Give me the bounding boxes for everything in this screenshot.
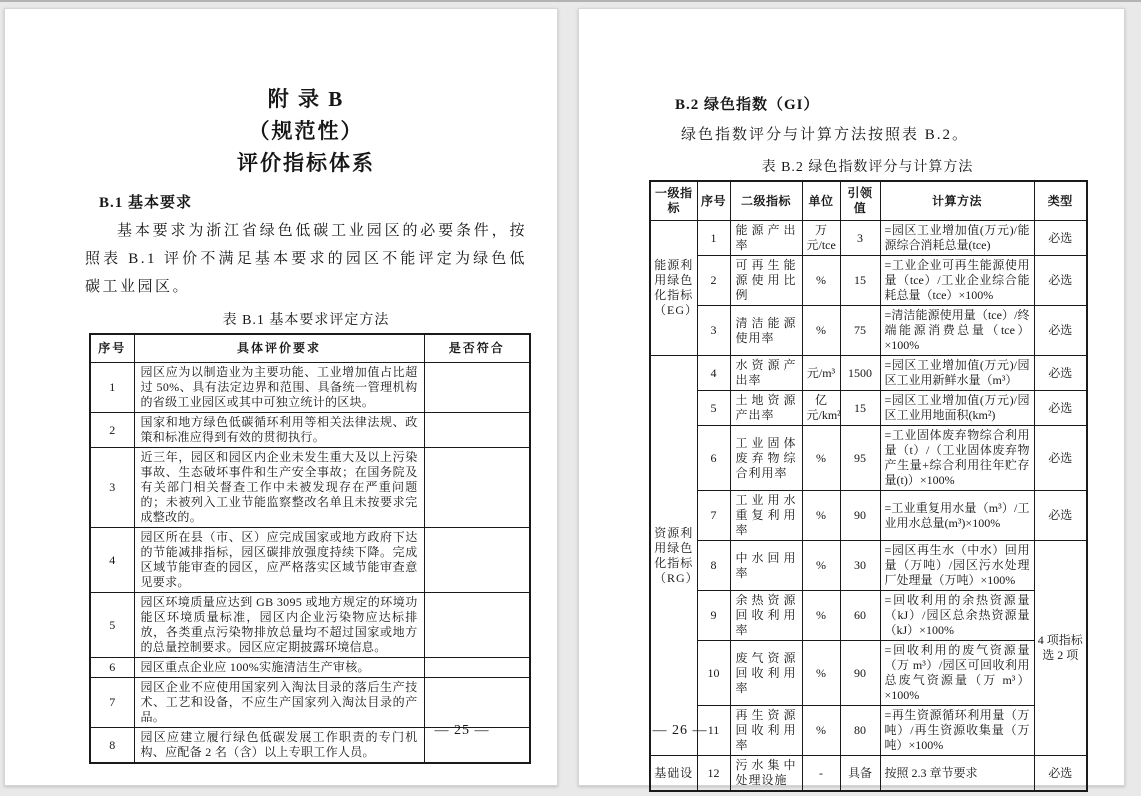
b2-row-target: 95 — [840, 426, 880, 491]
b2-row-method: =再生资源循环利用量（万吨）/再生资源收集量（万吨）×100% — [880, 706, 1034, 756]
page-25-content — [5, 9, 557, 764]
table-row — [650, 491, 1087, 541]
b1-row-requirement: 园区所在县（市、区）应完成国家或地方政府下达的节能减排指标，园区碳排放强度持续下降。完成区域节能审查的园区，应严格落实区域节能审查意见要求。 — [134, 528, 424, 593]
b2-row-target: 1500 — [840, 356, 880, 391]
table-row — [90, 593, 530, 658]
b1-row-no: 3 — [90, 448, 134, 528]
table-b1-caption: 表 B.1 基本要求评定方法 — [222, 313, 390, 328]
b2-row-method: =园区工业增加值(万元)/园区工业用地面积(km²) — [880, 391, 1034, 426]
table-b1-header-row — [90, 334, 530, 363]
b2-row-target: 90 — [840, 491, 880, 541]
table-row — [90, 448, 530, 528]
b1-row-compliance-cell — [424, 448, 530, 528]
b2-row-method: =清洁能源使用量（tce）/终端能源消费总量（tce）×100% — [880, 306, 1034, 356]
b2-row-unit: % — [802, 426, 840, 491]
b2-type-merged: 4 项指标选 2 项 — [1034, 541, 1087, 756]
b2-row-indicator: 土地资源产出率 — [730, 391, 802, 426]
b1-row-compliance-cell — [424, 528, 530, 593]
b2-row-method: =回收利用的废气资源量（万 m³）/园区可回收利用总废气资源量（万 m³）×100% — [880, 641, 1034, 706]
b1-row-compliance-cell — [424, 413, 530, 448]
b2-row-unit: 亿元/km² — [802, 391, 840, 426]
b2-row-unit: % — [802, 306, 840, 356]
b1-row-no: 7 — [90, 678, 134, 728]
b2-row-target: 75 — [840, 306, 880, 356]
b1-row-compliance-cell — [424, 678, 530, 728]
b1-row-no: 6 — [90, 658, 134, 678]
b2-header-unit: 单位 — [802, 181, 840, 221]
b2-row-indicator: 再生资源回收利用率 — [730, 706, 802, 756]
appendix-title-block — [85, 9, 527, 179]
table-row — [650, 391, 1087, 426]
table-row — [650, 591, 1087, 641]
b1-row-no: 2 — [90, 413, 134, 448]
b1-header-requirement: 具体评价要求 — [134, 334, 424, 363]
b2-row-method: =园区再生水（中水）回用量（万吨）/园区污水处理厂处理量（万吨）×100% — [880, 541, 1034, 591]
b2-row-target: 15 — [840, 391, 880, 426]
b2-row-indicator: 中水回用率 — [730, 541, 802, 591]
b2-header-level1: 一级指标 — [650, 181, 697, 221]
table-row — [90, 658, 530, 678]
b2-row-no: 5 — [697, 391, 730, 426]
appendix-title-line3: 评价指标体系 — [237, 151, 375, 175]
b1-row-requirement: 园区企业不应使用国家列入淘汰目录的落后生产技术、工艺和设备，不应生产国家列入淘汰目录的产品。 — [134, 678, 424, 728]
b2-row-type: 必选 — [1034, 391, 1087, 426]
b2-row-unit: % — [802, 706, 840, 756]
b2-row-no: 9 — [697, 591, 730, 641]
b1-row-requirement: 园区应建立履行绿色低碳发展工作职责的专门机构、应配备 2 名（含）以上专职工作人员。 — [134, 728, 424, 764]
b2-row-type: 必选 — [1034, 756, 1087, 792]
b2-row-no: 12 — [697, 756, 730, 792]
b2-row-type: 必选 — [1034, 491, 1087, 541]
b2-row-indicator: 废气资源回收利用率 — [730, 641, 802, 706]
b2-row-indicator: 能源产出率 — [730, 221, 802, 256]
appendix-title-line1: 附 录 B — [267, 87, 345, 111]
page-26-content — [579, 9, 1124, 792]
b2-row-method: =回收利用的余热资源量（kJ）/园区总余热资源量（kJ）×100% — [880, 591, 1034, 641]
b2-row-type: 必选 — [1034, 221, 1087, 256]
b2-group-resource: 资源利用绿色化指标（RG） — [650, 356, 697, 756]
section-b1-paragraph: 基本要求为浙江省绿色低碳工业园区的必要条件，按照表 B.1 评价不满足基本要求的园区不能评定为绿色低碳工业园区。 — [85, 223, 527, 295]
page-25 — [4, 8, 558, 786]
b2-row-method: =园区工业增加值(万元)/能源综合消耗总量(tce) — [880, 221, 1034, 256]
b1-row-compliance-cell — [424, 363, 530, 413]
b2-header-level2: 二级指标 — [730, 181, 802, 221]
b2-row-target: 15 — [840, 256, 880, 306]
b2-header-method: 计算方法 — [880, 181, 1034, 221]
b2-row-unit: % — [802, 541, 840, 591]
b2-row-indicator: 余热资源回收利用率 — [730, 591, 802, 641]
b2-row-type: 必选 — [1034, 356, 1087, 391]
page-26 — [578, 8, 1125, 786]
b2-row-unit: % — [802, 641, 840, 706]
b1-row-requirement: 园区应为以制造业为主要功能、工业增加值占比超过 50%、具有法定边界和范围、具备统一管理机构的省级工业园区或其中可独立统计的区块。 — [134, 363, 424, 413]
b1-header-no: 序号 — [90, 334, 134, 363]
b2-row-target: 90 — [840, 641, 880, 706]
table-row — [90, 528, 530, 593]
b2-row-type: 必选 — [1034, 256, 1087, 306]
table-row — [90, 678, 530, 728]
b2-row-no: 3 — [697, 306, 730, 356]
b2-row-unit: - — [802, 756, 840, 792]
b2-row-indicator: 清洁能源使用率 — [730, 306, 802, 356]
table-b2-caption: 表 B.2 绿色指数评分与计算方法 — [761, 160, 974, 175]
table-row — [650, 356, 1087, 391]
b1-row-requirement: 国家和地方绿色低碳循环利用等相关法律法规、政策和标准应得到有效的贯彻执行。 — [134, 413, 424, 448]
b1-row-compliance-cell — [424, 658, 530, 678]
b2-row-no: 8 — [697, 541, 730, 591]
b1-row-requirement: 园区重点企业应 100%实施清洁生产审核。 — [134, 658, 424, 678]
b1-row-requirement: 园区环境质量应达到 GB 3095 或地方规定的环境功能区环境质量标准，园区内企业污染物应达标排放，各类重点污染物排放总量均不超过国家或地方的总量控制要求。园区应定期披露环境信息。 — [134, 593, 424, 658]
section-b1-heading: B.1 基本要求 — [99, 195, 193, 211]
b2-row-no: 2 — [697, 256, 730, 306]
b2-row-target: 60 — [840, 591, 880, 641]
b2-row-method: =工业固体废弃物综合利用量（t）/（工业固体废弃物产生量+综合利用往年贮存量(t)）×100% — [880, 426, 1034, 491]
b2-row-no: 4 — [697, 356, 730, 391]
b1-row-no: 5 — [90, 593, 134, 658]
table-row — [90, 363, 530, 413]
b2-group-infrastructure: 基础设 — [650, 756, 697, 792]
table-row — [650, 221, 1087, 256]
table-row — [650, 641, 1087, 706]
b2-row-unit: 万元/tce — [802, 221, 840, 256]
b1-row-requirement: 近三年，园区和园区内企业未发生重大及以上污染事故、生态破坏事件和生产安全事故；在国务院及有关部门相关督查工作中未被发现存在严重问题的；未被列入工业节能监察整改名单且未按要求完成整改的。 — [134, 448, 424, 528]
b2-row-no: 6 — [697, 426, 730, 491]
b2-row-unit: 元/m³ — [802, 356, 840, 391]
table-b2 — [649, 180, 1088, 792]
window-top-border — [0, 0, 1141, 2]
b2-row-target: 3 — [840, 221, 880, 256]
table-row — [650, 541, 1087, 591]
b1-row-no: 1 — [90, 363, 134, 413]
b2-row-method: =工业重复用水量（m³）/工业用水总量(m³)×100% — [880, 491, 1034, 541]
table-row — [650, 306, 1087, 356]
table-b1 — [89, 333, 531, 764]
b1-row-no: 8 — [90, 728, 134, 764]
appendix-title-line2: （规范性） — [248, 119, 364, 143]
table-row — [90, 413, 530, 448]
b1-header-compliance: 是否符合 — [424, 334, 530, 363]
b2-row-no: 1 — [697, 221, 730, 256]
page-number-26: — 26 — — [652, 723, 708, 738]
b1-row-no: 4 — [90, 528, 134, 593]
b2-row-method: 按照 2.3 章节要求 — [880, 756, 1034, 792]
b2-row-target: 80 — [840, 706, 880, 756]
table-row — [650, 256, 1087, 306]
b2-row-type: 必选 — [1034, 306, 1087, 356]
b2-row-indicator: 工业用水重复利用率 — [730, 491, 802, 541]
b2-row-indicator: 水资源产出率 — [730, 356, 802, 391]
b2-row-method: =工业企业可再生能源使用量（tce）/工业企业综合能耗总量（tce）×100% — [880, 256, 1034, 306]
b2-row-unit: % — [802, 256, 840, 306]
b2-row-no: 11 — [697, 706, 730, 756]
b2-row-no: 7 — [697, 491, 730, 541]
table-row — [650, 426, 1087, 491]
b2-row-unit: % — [802, 591, 840, 641]
b2-row-type: 必选 — [1034, 426, 1087, 491]
section-b2-heading: B.2 绿色指数（GI） — [675, 97, 820, 113]
b2-row-indicator: 工业固体废弃物综合利用率 — [730, 426, 802, 491]
b2-row-indicator: 污水集中处理设施 — [730, 756, 802, 792]
b2-header-type: 类型 — [1034, 181, 1087, 221]
b2-row-method: =园区工业增加值(万元)/园区工业用新鲜水量（m³） — [880, 356, 1034, 391]
b2-row-indicator: 可再生能源使用比例 — [730, 256, 802, 306]
page-number-25: — 25 — — [434, 723, 490, 738]
b2-group-energy: 能源利用绿色化指标（EG） — [650, 221, 697, 356]
b2-row-unit: % — [802, 491, 840, 541]
b2-row-target: 30 — [840, 541, 880, 591]
section-b2-paragraph: 绿色指数评分与计算方法按照表 B.2。 — [681, 127, 970, 143]
b2-row-target: 具备 — [840, 756, 880, 792]
b2-header-target: 引领值 — [840, 181, 880, 221]
table-row — [650, 756, 1087, 792]
table-b2-header-row — [650, 181, 1087, 221]
b1-row-compliance-cell — [424, 593, 530, 658]
b2-row-no: 10 — [697, 641, 730, 706]
b2-header-no: 序号 — [697, 181, 730, 221]
